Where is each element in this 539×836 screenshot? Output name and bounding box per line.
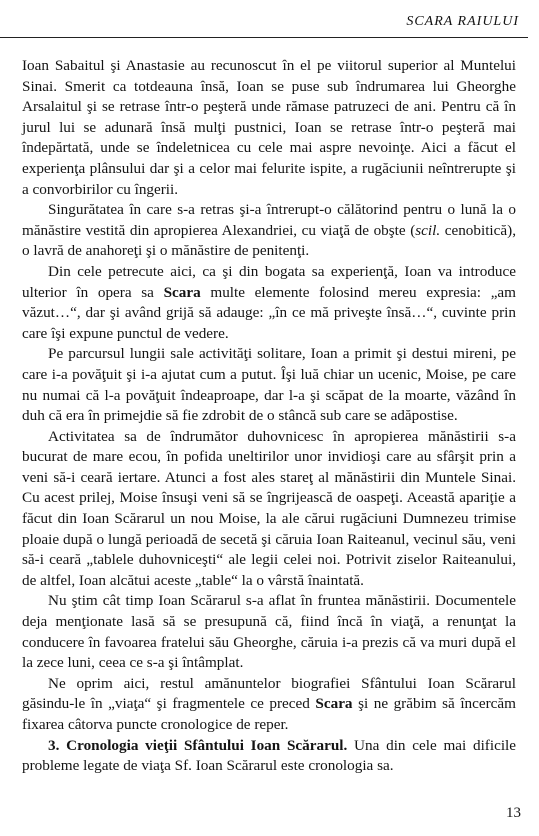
paragraph-2-italic: scil. (415, 221, 441, 239)
paragraph-7 (22, 674, 516, 736)
paragraph-2-text-a: Singurătatea în care s-a retras şi-a întrerupt-o călătorind pentru o lună la o mănăstire vestită din apropierea Alexandriei, cu viaţă de obşte ( (22, 201, 516, 239)
paragraph-6-text: Nu ştim cât timp Ioan Scărarul s-a aflat în fruntea mănăstirii. Documentele deja menţionate lasă să se presupună că, fiind încă în viaţă, a renunţat la conducere în favoarea fratelui său Gheorghe, căruia i-a prezis că va muri după el la zece luni, ceea ce s-a şi întâmplat. (22, 592, 516, 672)
paragraph-5-text: Activitatea sa de îndrumător duhovnicesc în apropierea mănăstirii s-a bucurat de mare ecou, în pofida uneltirilor unor invidioşi care au sfârşit prin a veni să-i ceară iertare. Atunci a fost ales stareţ al mănăstirii din Muntele Sinai. Cu acest prilej, Moise însuşi veni să se îngrijească de oaspeţi. Această apariţie a făcut din Ioan Scărarul un nou Moise, la ale cărui rugăciuni Dumnezeu trimise ploaie după o lungă perioadă de secetă şi căruia Ioan Raiteanul, vecinul său, veni să-i ceară „tablele duhovniceşti“ ale legii celei noi. Potrivit ziselor Raiteanului, de altfel, Ioan alcătui aceste „table“ la o vârstă înaintată. (22, 427, 516, 589)
paragraph-3 (22, 262, 516, 344)
section-heading: 3. Cronologia vieţii Sfântului Ioan Scărarul. (48, 736, 348, 754)
header-rule (0, 37, 528, 38)
paragraph-7-text-b: şi ne grăbim să încercăm fixarea câtorva puncte cronologice de reper. (22, 695, 516, 733)
paragraph-3-bold: Scara (163, 283, 201, 301)
paragraph-8-text: Una din cele mai dificile probleme legate de viaţa Sf. Ioan Scărarul este cronologia sa. (22, 736, 516, 775)
body-text (22, 56, 516, 777)
running-head: SCARA RAIULUI (406, 14, 519, 29)
paragraph-1 (22, 56, 516, 200)
paragraph-3-text-b: multe elemente folosind mereu expresia: „am văzut…“, dar şi având grijă să adauge: „în ce mă priveşte însă…“, cuvinte prin care îşi expune punctul de vedere. (22, 283, 516, 342)
paragraph-4 (22, 344, 516, 426)
paragraph-1-text: Ioan Sabaitul şi Anastasie au recunoscut în el pe viitorul superior al Muntelui Sinai. Smerit ca totdeauna însă, Ioan se puse sub îndrumarea lui Gheorghe Arsalaitul şi se retrase într-o peşteră unde rămase patruzeci de ani. Pentru că în jurul lui se adunară însă mulţi pustnici, Ioan se retrase într-o peşteră mai îndepărtată, unde se îndeletnicea cu cele mai aspre nevoinţe. Aici a făcut el experienţa plânsului dar şi a celor mai felurite ispite, a rugăciunii neîntrerupte şi a convorbirilor cu îngerii. (22, 57, 516, 198)
paragraph-8 (22, 736, 516, 777)
paragraph-3-text-a: Din cele petrecute aici, ca şi din bogata sa experienţă, Ioan va introduce ulterior în opera sa (22, 262, 516, 301)
paragraph-7-text-a: Ne oprim aici, restul amănuntelor biografiei Sfântului Ioan Scărarul găsindu-le în „viaţa“ şi fragmentele ce preced (22, 674, 516, 713)
page-number: 13 (506, 805, 521, 821)
paragraph-5 (22, 427, 516, 592)
paragraph-7-bold: Scara (315, 695, 353, 713)
paragraph-2-text-b: cenobitică), o lavră de anahoreţi şi o mănăstire de penitenţi. (22, 221, 516, 260)
paragraph-6 (22, 591, 516, 673)
paragraph-2 (22, 200, 516, 262)
paragraph-4-text: Pe parcursul lungii sale activităţi solitare, Ioan a primit şi destui mireni, pe care i-a povăţuit şi i-a ajutat cum a putut. Îşi luă chiar un ucenic, Moise, pe care nu numai că l-a povăţuit îndeaproape, dar l-a şi scăpat de la moarte, văzând în duh că era în primejdie să fie zdrobit de o stâncă sub care se adăpostise. (22, 345, 516, 425)
